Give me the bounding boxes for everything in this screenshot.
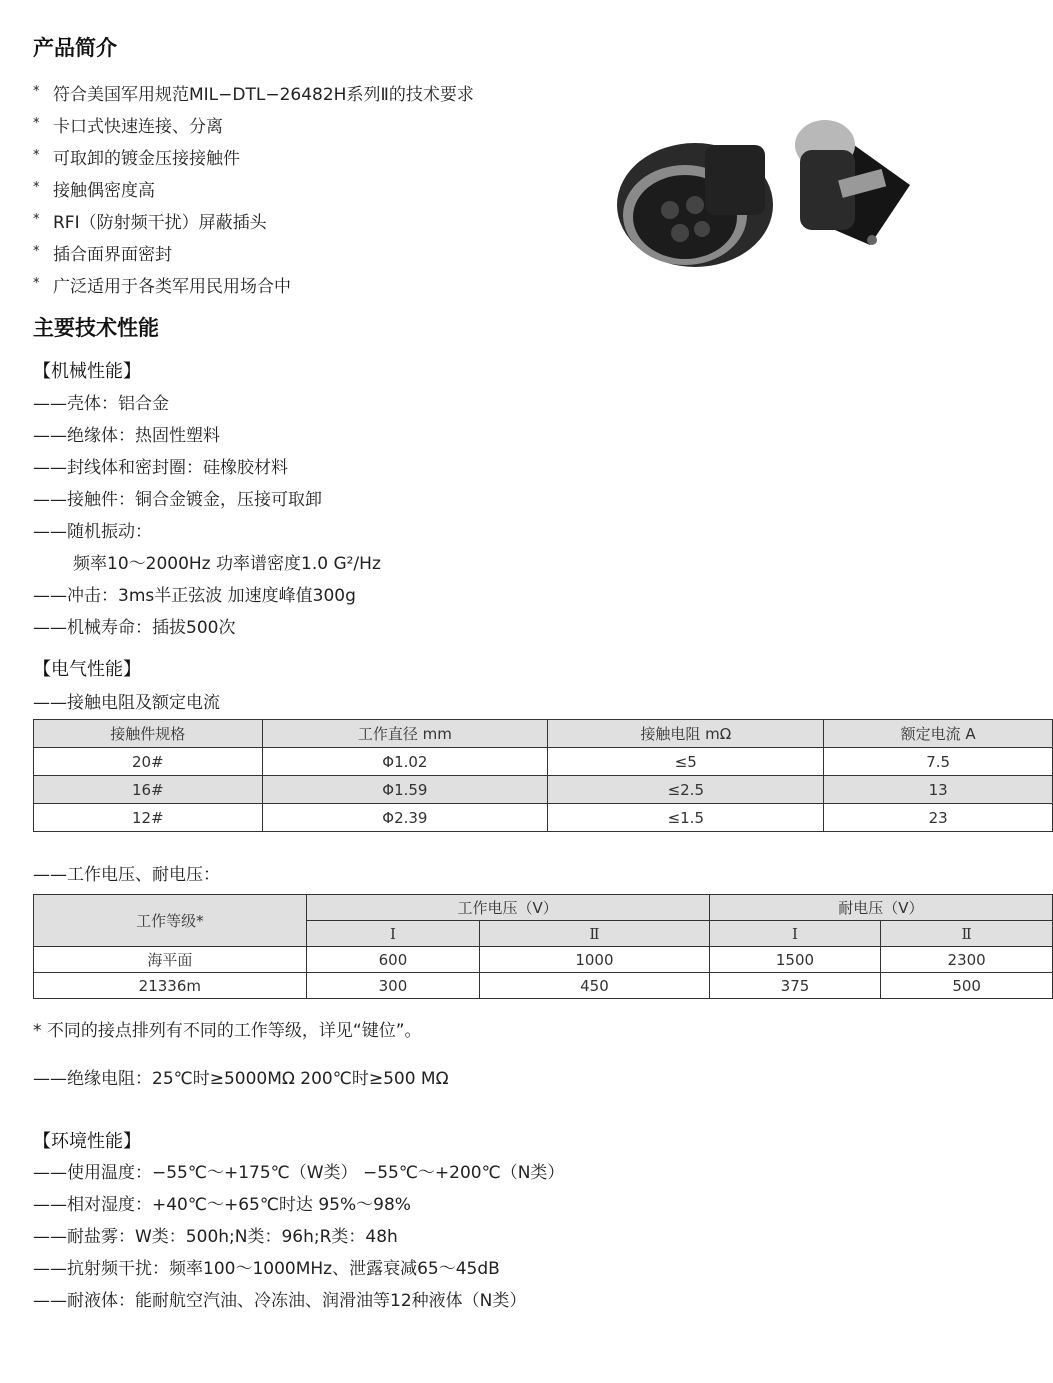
intro-bullet-item: 广泛适用于各类军用民用场合中 [53,277,291,297]
mechanical-heading: 【机械性能】 [33,361,141,382]
intro-bullet-item: RFI（防射频干扰）屏蔽插头 [53,213,267,233]
table-cell: 450 [480,973,709,999]
bullet-icon: * [33,84,40,99]
voltage-table [33,894,1053,999]
working-voltage-header: 工作电压（V） [306,895,709,921]
footnote: * 不同的接点排列有不同的工作等级，详见“键位”。 [33,1021,422,1041]
specs-title: 主要技术性能 [33,316,159,340]
table-cell: 2300 [881,947,1053,973]
bullet-icon: * [33,212,40,227]
table-cell: 20# [34,748,263,776]
mechanical-line: ——壳体：铝合金 [33,394,169,414]
sub-header: Ⅰ [709,921,881,947]
table-cell: ≤5 [548,748,824,776]
intro-bullet-item: 插合面界面密封 [53,245,172,265]
table-cell: 16# [34,776,263,804]
sub-header: Ⅰ [306,921,480,947]
mechanical-line: 频率10～2000Hz 功率谱密度1.0 G²/Hz [73,554,381,574]
mechanical-line: ——绝缘体：热固性塑料 [33,426,220,446]
environmental-line: ——相对湿度：+40℃～+65℃时达 95%～98% [33,1195,411,1215]
table-row [34,748,1053,776]
sub-header: Ⅱ [881,921,1053,947]
mechanical-line: ——机械寿命：插拔500次 [33,618,236,638]
header-cell: 工作直径 mm [262,720,548,748]
table-cell: Φ2.39 [262,804,548,832]
table-cell: 1500 [709,947,881,973]
mechanical-line: ——封线体和密封圈：硅橡胶材料 [33,458,288,478]
table-row [34,973,1053,999]
table-row [34,947,1053,973]
withstand-voltage-header: 耐电压（V） [709,895,1052,921]
table-cell: ≤2.5 [548,776,824,804]
bullet-icon: * [33,244,40,259]
mechanical-line: ——冲击：3ms半正弦波 加速度峰值300g [33,586,356,606]
header-cell: 接触电阻 mΩ [548,720,824,748]
insulation-resistance: ——绝缘电阻：25℃时≥5000MΩ 200℃时≥500 MΩ [33,1069,449,1089]
intro-bullet-item: 卡口式快速连接、分离 [53,117,223,137]
intro-title: 产品简介 [33,36,117,60]
voltage-table-title: ——工作电压、耐电压： [33,865,220,885]
table-cell: Φ1.59 [262,776,548,804]
environmental-line: ——耐液体：能耐航空汽油、冷冻油、润滑油等12种液体（N类） [33,1291,527,1311]
table-cell: 21336m [34,973,307,999]
table-cell: 600 [306,947,480,973]
level-header: 工作等级* [34,895,307,947]
bullet-icon: * [33,116,40,131]
table-cell: 7.5 [824,748,1053,776]
environmental-line: ——耐盐雾：W类：500h;N类：96h;R类：48h [33,1227,398,1247]
header-cell: 额定电流 A [824,720,1053,748]
intro-bullet-item: 接触偶密度高 [53,181,155,201]
connector-photo [610,105,940,305]
table-cell: 13 [824,776,1053,804]
mechanical-line: ——接触件：铜合金镀金，压接可取卸 [33,490,322,510]
bullet-icon: * [33,276,40,291]
table-cell: 300 [306,973,480,999]
environmental-line: ——抗射频干扰：频率100～1000MHz、泄露衰减65～45dB [33,1259,500,1279]
table-cell: 375 [709,973,881,999]
bullet-icon: * [33,148,40,163]
sub-header: Ⅱ [480,921,709,947]
table-cell: ≤1.5 [548,804,824,832]
table-cell: 500 [881,973,1053,999]
mechanical-line: ——随机振动： [33,522,152,542]
contact-table-title: ——接触电阻及额定电流 [33,693,220,713]
environmental-heading: 【环境性能】 [33,1131,141,1152]
intro-bullet-item: 可取卸的镀金压接接触件 [53,149,240,169]
table-row [34,776,1053,804]
table-row [34,804,1053,832]
table-cell: 海平面 [34,947,307,973]
table-cell: 23 [824,804,1053,832]
intro-bullet-item: 符合美国军用规范MIL−DTL−26482H系列Ⅱ的技术要求 [53,85,474,105]
table-header-row [34,720,1053,748]
contact-table [33,719,1053,832]
header-cell: 接触件规格 [34,720,263,748]
table-cell: Φ1.02 [262,748,548,776]
bullet-icon: * [33,180,40,195]
environmental-line: ——使用温度：−55℃～+175℃（W类） −55℃～+200℃（N类） [33,1163,565,1183]
electrical-heading: 【电气性能】 [33,659,141,680]
table-cell: 1000 [480,947,709,973]
table-cell: 12# [34,804,263,832]
